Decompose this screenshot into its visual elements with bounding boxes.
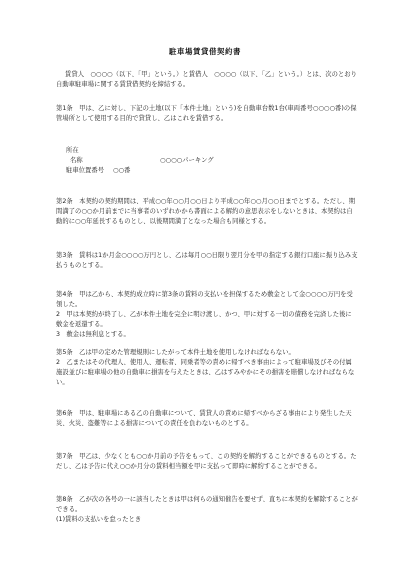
article-5: 第5条 乙は甲の定めた管理規則にしたがって本件土地を使用しなければならない。 2 乙またはその代理人、使用人、運転者、同乗者等の責めに帰すべき事由によって駐車場及びその付属施設並びに駐車場の他の自動車に損害を与えたときは、乙はすみやかにその損害を賠償しなければならない。: [56, 349, 355, 386]
article-1: 第1条 甲は、乙に対し、下記の土地(以下「本件土地」という)を自動車台数1台(車両番号○○○○番)の保管場所として使用する目的で貸貸し、乙はこれを賃借する。: [56, 105, 357, 122]
property-location-label: 所在: [66, 147, 79, 154]
property-name-label: 名称: [70, 157, 83, 164]
article-8-item-1: (1)賃料の支払いを怠ったとき: [56, 516, 142, 523]
article-8: 第8条 乙が次の各号の一に該当したときは甲は何らの通知催告を要せず、直ちに本契約を解除することができる。: [56, 496, 358, 513]
article-4: 第4条 甲は乙から、本契約成立時に第3条の賃料の支払いを担保するため敷金として金○○○○万円を受領した。 2 甲は本契約が終了し、乙が本件土地を完全に明け渡し、かつ、甲に対する一切の債務を完済した後に敷金を返還する。 3 敷金は無利息とする。: [56, 291, 353, 338]
article-2: 第2条 本契約の契約期間は、平成○○年○○月○○日より平成○○年○○月○○日までとする。ただし、期間満了の○○か月前までに当事者のいずれかから書面による解約の意思表示をしないときは、本契約は自動的に○○年延長するものとし、以後期間満了となった場合も同様とする。: [56, 198, 356, 225]
article-6: 第6条 甲は、駐車場にある乙の自動車について、賃貸人の責めに帰すべからざる事由により発生した天災、火災、盗難等による損害についての責任を負わないものとする。: [56, 410, 352, 427]
article-7: 第7条 甲乙は、少なくとも○○か月前の予告をもって、この契約を解約することができるものとする。ただし、乙は予告に代え○○か月分の賃料相当額を甲に支払って即時に解約することができる。: [56, 453, 357, 470]
property-name-value: ○○○○パーキング: [160, 157, 214, 164]
preamble: 賃貸人 ○○○○（以下、「甲」という。）と賃借人 ○○○○（以下、「乙」という。）とは、次のとおり自動車駐車場に関する賃貸借契約を締結する。: [56, 71, 357, 88]
parking-spot-value: ○○番: [113, 167, 131, 174]
document-title: 駐車場賃貸借契約書: [169, 47, 241, 56]
parking-spot-label: 駐車位置番号: [66, 167, 105, 174]
article-3: 第3条 賃料は1か月金○○○○万円とし、乙は毎月○○日限り翌月分を甲の指定する銀行口座に振り込み支払うものとする。: [56, 252, 358, 269]
